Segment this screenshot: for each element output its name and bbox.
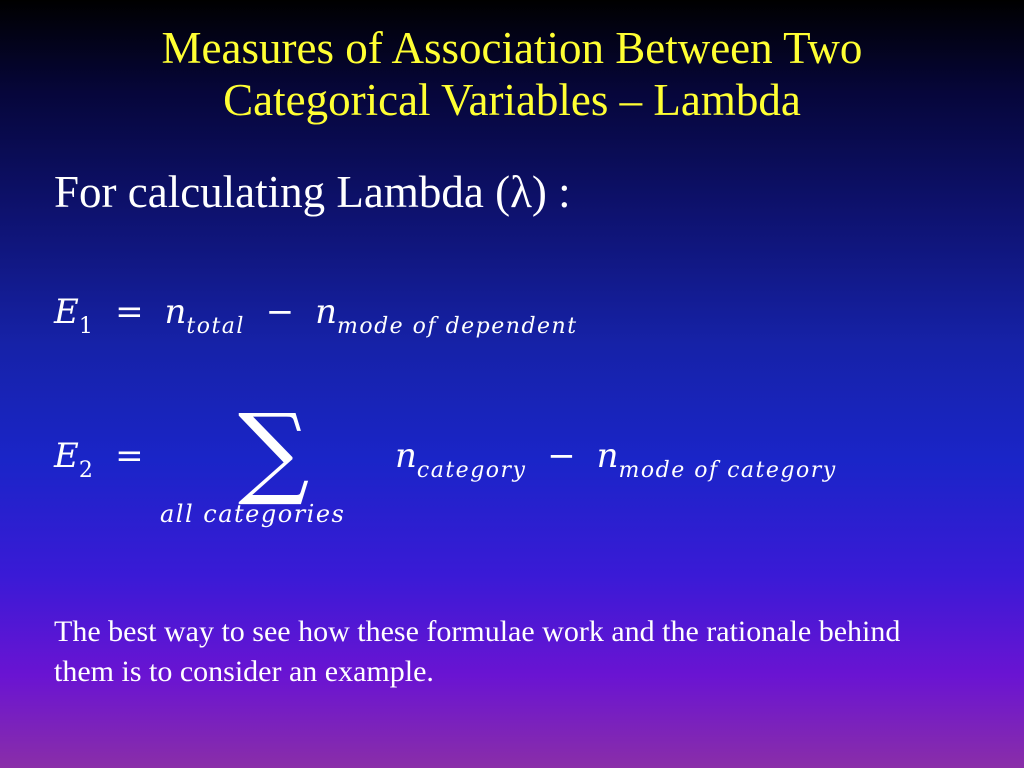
equation-e1	[54, 292, 578, 339]
slide-title-line-1: Measures of Association Between Two	[161, 23, 863, 73]
eq2-minus: −	[547, 436, 576, 476]
eq1-minus: −	[265, 292, 295, 332]
equation-e2-rhs	[395, 436, 837, 483]
eq1-term2-subscript: mode of dependent	[336, 314, 578, 339]
eq2-term2-subscript: mode of category	[618, 458, 837, 483]
equation-e2-lhs	[54, 436, 154, 483]
eq1-lhs-subscript: 1	[78, 314, 95, 339]
eq2-equals: =	[115, 436, 144, 476]
slide-title-line-2: Categorical Variables – Lambda	[223, 75, 801, 125]
summation-sigma-symbol: ∑	[238, 392, 310, 509]
eq1-term1-subscript: total	[186, 314, 245, 339]
eq2-lhs-subscript: 2	[78, 458, 95, 483]
slide-body-text: The best way to see how these formulae work and the rationale behind them is to consider an example.	[54, 615, 901, 688]
eq2-term1: n	[395, 436, 417, 476]
eq2-term1-subscript: category	[416, 458, 527, 483]
slide-title	[0, 22, 1024, 126]
slide-subtitle: For calculating Lambda (λ) :	[54, 167, 571, 217]
eq1-lhs: E	[54, 292, 79, 332]
eq1-term2: n	[315, 292, 337, 332]
eq1-term1: n	[164, 292, 187, 332]
eq2-lhs: E	[54, 436, 79, 476]
eq2-term2: n	[596, 436, 619, 476]
summation-subscript: all categories	[160, 500, 346, 528]
eq1-equals: =	[115, 292, 144, 332]
